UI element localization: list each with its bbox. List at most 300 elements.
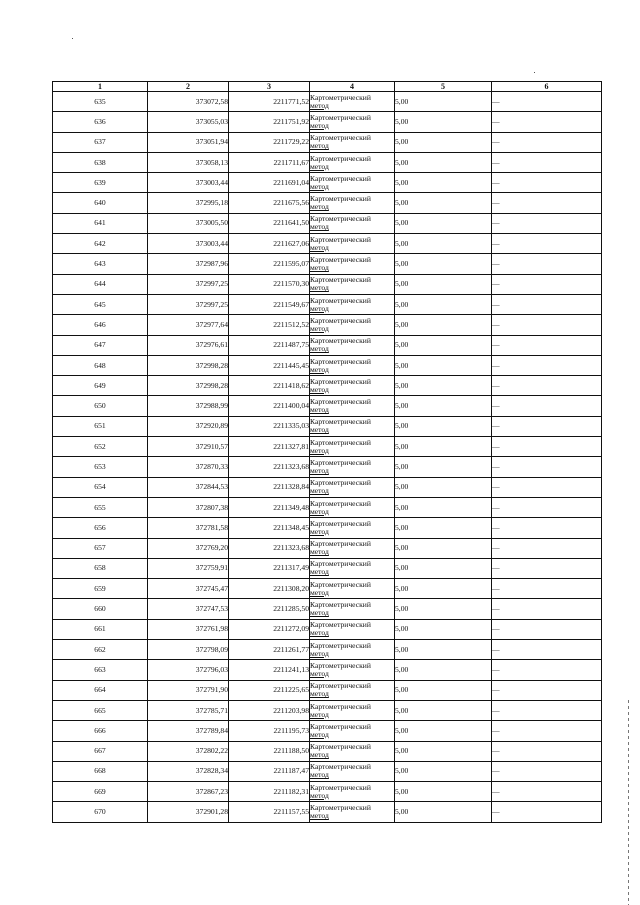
accuracy-value: 5,00: [395, 132, 492, 152]
method-label-2: метод: [310, 668, 329, 678]
description-dash: —: [492, 579, 602, 599]
method-label-2: метод: [310, 486, 329, 496]
scan-edge-mark: [628, 700, 629, 905]
coordinate-y: 2211317,49: [229, 558, 310, 578]
method-cell: [310, 112, 395, 132]
table-row: [53, 477, 602, 497]
method-label: Картометрический: [310, 112, 371, 122]
method-label-2: метод: [310, 506, 329, 516]
accuracy-value: 5,00: [395, 355, 492, 375]
method-cell: [310, 619, 395, 639]
point-number: 652: [53, 437, 148, 457]
point-number: 667: [53, 741, 148, 761]
coordinate-y: 2211445,45: [229, 355, 310, 375]
coordinate-x: 372747,53: [148, 599, 229, 619]
header-col-6: 6: [492, 82, 602, 92]
description-dash: —: [492, 700, 602, 720]
point-number: 635: [53, 92, 148, 112]
method-label: Картометрический: [310, 762, 371, 772]
coordinate-y: 2211195,73: [229, 721, 310, 741]
coordinate-y: 2211241,13: [229, 660, 310, 680]
accuracy-value: 5,00: [395, 315, 492, 335]
point-number: 669: [53, 782, 148, 802]
table-row: [53, 700, 602, 720]
table-body: [53, 92, 602, 823]
coordinate-y: 2211570,30: [229, 274, 310, 294]
point-number: 641: [53, 213, 148, 233]
point-number: 639: [53, 173, 148, 193]
method-label-2: метод: [310, 445, 329, 455]
description-dash: —: [492, 538, 602, 558]
accuracy-value: 5,00: [395, 558, 492, 578]
method-label-2: метод: [310, 811, 329, 821]
point-number: 647: [53, 335, 148, 355]
description-dash: —: [492, 660, 602, 680]
coordinate-x: 372920,89: [148, 416, 229, 436]
description-dash: —: [492, 721, 602, 741]
point-number: 638: [53, 152, 148, 172]
coordinate-x: 373003,44: [148, 234, 229, 254]
coordinate-y: 2211157,55: [229, 802, 310, 822]
coordinate-y: 2211188,50: [229, 741, 310, 761]
method-label: Картометрический: [310, 478, 371, 488]
method-cell: [310, 538, 395, 558]
table-row: [53, 315, 602, 335]
method-label-2: метод: [310, 790, 329, 800]
method-label-2: метод: [310, 263, 329, 273]
description-dash: —: [492, 193, 602, 213]
coordinate-y: 2211418,62: [229, 376, 310, 396]
coordinate-y: 2211187,47: [229, 761, 310, 781]
point-number: 655: [53, 497, 148, 517]
method-cell: [310, 640, 395, 660]
method-label: Картометрический: [310, 336, 371, 346]
accuracy-value: 5,00: [395, 152, 492, 172]
description-dash: —: [492, 457, 602, 477]
coordinate-x: 372802,22: [148, 741, 229, 761]
coordinate-x: 372785,71: [148, 700, 229, 720]
coordinate-y: 2211487,75: [229, 335, 310, 355]
method-cell: [310, 802, 395, 822]
point-number: 646: [53, 315, 148, 335]
method-cell: [310, 355, 395, 375]
coordinate-x: 372844,53: [148, 477, 229, 497]
accuracy-value: 5,00: [395, 173, 492, 193]
coordinate-y: 2211675,56: [229, 193, 310, 213]
method-label: Картометрический: [310, 214, 371, 224]
method-cell: [310, 376, 395, 396]
description-dash: —: [492, 234, 602, 254]
coordinate-y: 2211335,03: [229, 416, 310, 436]
description-dash: —: [492, 680, 602, 700]
description-dash: —: [492, 761, 602, 781]
point-number: 656: [53, 518, 148, 538]
accuracy-value: 5,00: [395, 579, 492, 599]
coordinate-x: 372759,91: [148, 558, 229, 578]
header-col-4: 4: [310, 82, 395, 92]
method-label: Картометрический: [310, 701, 371, 711]
coordinate-x: 373005,50: [148, 213, 229, 233]
accuracy-value: 5,00: [395, 599, 492, 619]
coordinate-y: 2211691,04: [229, 173, 310, 193]
description-dash: —: [492, 437, 602, 457]
accuracy-value: 5,00: [395, 112, 492, 132]
table-header: [53, 82, 602, 92]
method-label: Картометрический: [310, 153, 371, 163]
point-number: 654: [53, 477, 148, 497]
method-label-2: метод: [310, 100, 329, 110]
coordinate-x: 372789,84: [148, 721, 229, 741]
coordinate-x: 372807,38: [148, 497, 229, 517]
method-cell: [310, 599, 395, 619]
coordinate-y: 2211595,07: [229, 254, 310, 274]
method-cell: [310, 152, 395, 172]
point-number: 653: [53, 457, 148, 477]
table-row: [53, 112, 602, 132]
point-number: 650: [53, 396, 148, 416]
accuracy-value: 5,00: [395, 700, 492, 720]
coordinate-x: 373051,94: [148, 132, 229, 152]
method-cell: [310, 396, 395, 416]
description-dash: —: [492, 335, 602, 355]
point-number: 637: [53, 132, 148, 152]
point-number: 663: [53, 660, 148, 680]
method-cell: [310, 680, 395, 700]
method-cell: [310, 234, 395, 254]
description-dash: —: [492, 396, 602, 416]
description-dash: —: [492, 518, 602, 538]
description-dash: —: [492, 92, 602, 112]
header-row: [53, 82, 602, 92]
method-cell: [310, 132, 395, 152]
description-dash: —: [492, 355, 602, 375]
method-label: Картометрический: [310, 518, 371, 528]
method-label: Картометрический: [310, 234, 371, 244]
coordinate-x: 372870,33: [148, 457, 229, 477]
coordinate-x: 372977,64: [148, 315, 229, 335]
table-row: [53, 294, 602, 314]
coordinate-x: 372761,98: [148, 619, 229, 639]
description-dash: —: [492, 619, 602, 639]
table-row: [53, 640, 602, 660]
coordinate-y: 2211323,68: [229, 457, 310, 477]
method-cell: [310, 294, 395, 314]
coordinate-y: 2211348,45: [229, 518, 310, 538]
coordinate-y: 2211641,50: [229, 213, 310, 233]
coordinate-x: 372910,57: [148, 437, 229, 457]
method-label: Картометрический: [310, 539, 371, 549]
description-dash: —: [492, 416, 602, 436]
point-number: 659: [53, 579, 148, 599]
description-dash: —: [492, 782, 602, 802]
method-label: Картометрический: [310, 579, 371, 589]
table-row: [53, 518, 602, 538]
method-label: Картометрический: [310, 640, 371, 650]
coordinate-x: 372976,61: [148, 335, 229, 355]
method-label: Картометрический: [310, 173, 371, 183]
method-label-2: метод: [310, 648, 329, 658]
method-label-2: метод: [310, 628, 329, 638]
coordinate-x: 372745,47: [148, 579, 229, 599]
coordinate-y: 2211203,98: [229, 700, 310, 720]
table-row: [53, 457, 602, 477]
method-label-2: метод: [310, 750, 329, 760]
description-dash: —: [492, 112, 602, 132]
coordinate-x: 372769,20: [148, 538, 229, 558]
scan-speck: [72, 38, 73, 39]
accuracy-value: 5,00: [395, 335, 492, 355]
method-label: Картометрический: [310, 417, 371, 427]
description-dash: —: [492, 315, 602, 335]
header-col-5: 5: [395, 82, 492, 92]
method-label-2: метод: [310, 770, 329, 780]
accuracy-value: 5,00: [395, 497, 492, 517]
method-label: Картометрический: [310, 315, 371, 325]
description-dash: —: [492, 152, 602, 172]
point-number: 640: [53, 193, 148, 213]
method-label-2: метод: [310, 120, 329, 130]
method-label: Картометрический: [310, 376, 371, 386]
point-number: 644: [53, 274, 148, 294]
accuracy-value: 5,00: [395, 234, 492, 254]
table-row: [53, 538, 602, 558]
description-dash: —: [492, 132, 602, 152]
point-number: 657: [53, 538, 148, 558]
method-label: Картометрический: [310, 397, 371, 407]
header-col-1: 1: [53, 82, 148, 92]
method-label: Картометрический: [310, 559, 371, 569]
coordinate-y: 2211711,67: [229, 152, 310, 172]
table-row: [53, 619, 602, 639]
coordinate-x: 372798,09: [148, 640, 229, 660]
description-dash: —: [492, 274, 602, 294]
description-dash: —: [492, 599, 602, 619]
method-label-2: метод: [310, 689, 329, 699]
accuracy-value: 5,00: [395, 721, 492, 741]
method-label: Картометрический: [310, 721, 371, 731]
table-row: [53, 416, 602, 436]
point-number: 651: [53, 416, 148, 436]
method-label-2: метод: [310, 465, 329, 475]
method-label-2: метод: [310, 567, 329, 577]
method-cell: [310, 315, 395, 335]
method-label: Картометрический: [310, 498, 371, 508]
method-cell: [310, 437, 395, 457]
accuracy-value: 5,00: [395, 619, 492, 639]
header-col-2: 2: [148, 82, 229, 92]
method-label: Картометрический: [310, 681, 371, 691]
method-label: Картометрический: [310, 92, 371, 102]
point-number: 661: [53, 619, 148, 639]
coordinate-x: 372987,96: [148, 254, 229, 274]
coordinate-y: 2211349,48: [229, 497, 310, 517]
point-number: 648: [53, 355, 148, 375]
accuracy-value: 5,00: [395, 274, 492, 294]
coordinate-y: 2211729,22: [229, 132, 310, 152]
point-number: 660: [53, 599, 148, 619]
table-row: [53, 234, 602, 254]
method-cell: [310, 700, 395, 720]
method-label: Картометрический: [310, 356, 371, 366]
description-dash: —: [492, 802, 602, 822]
method-label: Картометрический: [310, 803, 371, 813]
scan-speck: [534, 72, 535, 73]
point-number: 670: [53, 802, 148, 822]
table-row: [53, 660, 602, 680]
method-cell: [310, 741, 395, 761]
table-row: [53, 761, 602, 781]
accuracy-value: 5,00: [395, 193, 492, 213]
method-cell: [310, 558, 395, 578]
coordinate-x: 373003,44: [148, 173, 229, 193]
coordinate-y: 2211261,77: [229, 640, 310, 660]
method-label: Картометрический: [310, 660, 371, 670]
method-cell: [310, 457, 395, 477]
method-label-2: метод: [310, 222, 329, 232]
table-row: [53, 497, 602, 517]
method-label-2: метод: [310, 141, 329, 151]
method-label: Картометрический: [310, 133, 371, 143]
method-label: Картометрический: [310, 437, 371, 447]
coordinate-x: 372828,34: [148, 761, 229, 781]
point-number: 664: [53, 680, 148, 700]
point-number: 662: [53, 640, 148, 660]
method-label: Картометрический: [310, 742, 371, 752]
accuracy-value: 5,00: [395, 640, 492, 660]
table-row: [53, 579, 602, 599]
method-cell: [310, 254, 395, 274]
accuracy-value: 5,00: [395, 518, 492, 538]
point-number: 658: [53, 558, 148, 578]
method-label: Картометрический: [310, 600, 371, 610]
coordinate-y: 2211308,20: [229, 579, 310, 599]
accuracy-value: 5,00: [395, 477, 492, 497]
method-label-2: метод: [310, 202, 329, 212]
method-label-2: метод: [310, 364, 329, 374]
table-row: [53, 152, 602, 172]
coordinate-y: 2211400,04: [229, 396, 310, 416]
description-dash: —: [492, 173, 602, 193]
coordinate-x: 372781,58: [148, 518, 229, 538]
point-number: 649: [53, 376, 148, 396]
table-row: [53, 173, 602, 193]
method-label: Картометрический: [310, 457, 371, 467]
table-row: [53, 558, 602, 578]
point-number: 642: [53, 234, 148, 254]
method-label-2: метод: [310, 425, 329, 435]
method-label-2: метод: [310, 405, 329, 415]
method-cell: [310, 518, 395, 538]
coordinate-y: 2211272,09: [229, 619, 310, 639]
point-number: 668: [53, 761, 148, 781]
coordinate-y: 2211328,84: [229, 477, 310, 497]
method-cell: [310, 213, 395, 233]
method-label-2: метод: [310, 526, 329, 536]
method-cell: [310, 416, 395, 436]
coordinate-y: 2211771,52: [229, 92, 310, 112]
coordinate-x: 372997,25: [148, 294, 229, 314]
header-col-3: 3: [229, 82, 310, 92]
table-row: [53, 782, 602, 802]
method-cell: [310, 761, 395, 781]
point-number: 645: [53, 294, 148, 314]
description-dash: —: [492, 254, 602, 274]
point-number: 665: [53, 700, 148, 720]
accuracy-value: 5,00: [395, 741, 492, 761]
coordinate-y: 2211549,67: [229, 294, 310, 314]
method-cell: [310, 274, 395, 294]
coordinate-x: 372791,90: [148, 680, 229, 700]
coordinate-x: 372901,28: [148, 802, 229, 822]
method-label-2: метод: [310, 729, 329, 739]
table-row: [53, 437, 602, 457]
accuracy-value: 5,00: [395, 660, 492, 680]
method-label-2: метод: [310, 547, 329, 557]
coordinate-y: 2211627,06: [229, 234, 310, 254]
coordinate-y: 2211327,81: [229, 437, 310, 457]
method-label: Картометрический: [310, 255, 371, 265]
description-dash: —: [492, 741, 602, 761]
point-number: 636: [53, 112, 148, 132]
method-label: Картометрический: [310, 620, 371, 630]
coordinate-x: 372796,03: [148, 660, 229, 680]
method-label-2: метод: [310, 303, 329, 313]
description-dash: —: [492, 477, 602, 497]
accuracy-value: 5,00: [395, 538, 492, 558]
coordinate-y: 2211225,65: [229, 680, 310, 700]
method-label-2: метод: [310, 181, 329, 191]
table-row: [53, 254, 602, 274]
method-label-2: метод: [310, 323, 329, 333]
coordinate-x: 372867,23: [148, 782, 229, 802]
accuracy-value: 5,00: [395, 294, 492, 314]
table-row: [53, 680, 602, 700]
table-row: [53, 355, 602, 375]
table-row: [53, 721, 602, 741]
table-row: [53, 193, 602, 213]
accuracy-value: 5,00: [395, 396, 492, 416]
table-row: [53, 802, 602, 822]
method-label: Картометрический: [310, 782, 371, 792]
point-number: 643: [53, 254, 148, 274]
method-cell: [310, 335, 395, 355]
accuracy-value: 5,00: [395, 802, 492, 822]
point-number: 666: [53, 721, 148, 741]
accuracy-value: 5,00: [395, 457, 492, 477]
table-row: [53, 213, 602, 233]
accuracy-value: 5,00: [395, 761, 492, 781]
coordinates-table: [52, 81, 602, 823]
method-label: Картометрический: [310, 275, 371, 285]
accuracy-value: 5,00: [395, 782, 492, 802]
coordinate-x: 372998,28: [148, 376, 229, 396]
coordinate-x: 373058,13: [148, 152, 229, 172]
method-cell: [310, 92, 395, 112]
method-label-2: метод: [310, 283, 329, 293]
method-cell: [310, 497, 395, 517]
method-label-2: метод: [310, 608, 329, 618]
method-label-2: метод: [310, 709, 329, 719]
description-dash: —: [492, 497, 602, 517]
coordinate-y: 2211512,52: [229, 315, 310, 335]
description-dash: —: [492, 640, 602, 660]
method-label: Картометрический: [310, 295, 371, 305]
method-label: Картометрический: [310, 194, 371, 204]
coordinate-y: 2211323,68: [229, 538, 310, 558]
coordinate-x: 372995,18: [148, 193, 229, 213]
description-dash: —: [492, 558, 602, 578]
method-label-2: метод: [310, 161, 329, 171]
